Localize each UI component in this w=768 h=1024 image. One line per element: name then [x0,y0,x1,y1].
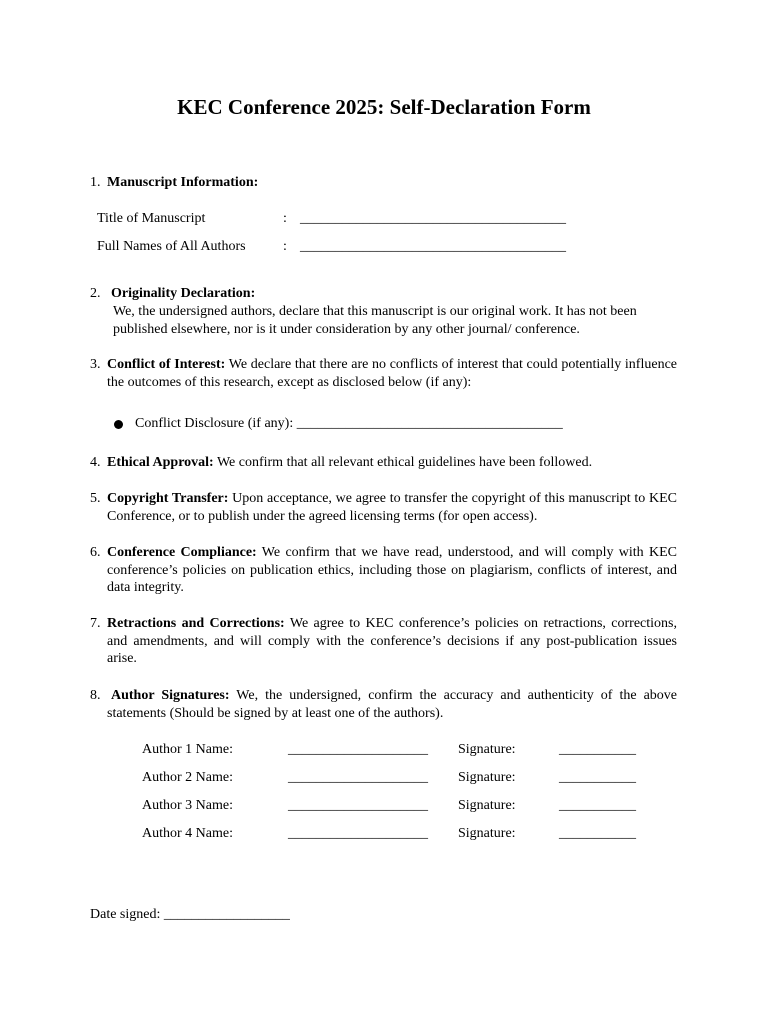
date-signed-label: Date signed: [90,907,164,922]
author-4-signature-label: Signature: [458,826,516,841]
section-2-number: 2. [90,286,101,301]
author-4-name-field[interactable]: ____________________ [288,826,428,841]
section-7-heading: Retractions and Corrections: [107,616,285,631]
conflict-disclosure-field[interactable]: ______________________________________ [296,416,563,431]
author-3-signature-label: Signature: [458,798,516,813]
author-4-signature-field[interactable]: ___________ [559,826,636,841]
section-4-number: 4. [90,455,101,470]
section-8-number: 8. [90,688,101,703]
section-3-text: We declare that there are no conflicts of interest that could potentially influence the outcomes of this research, except as disclosed below (if any): [107,357,678,390]
author-2-name-label: Author 2 Name: [142,770,233,785]
manuscript-title-label: Title of Manuscript [97,211,206,226]
date-signed-field[interactable]: __________________ [163,907,290,922]
section-5-heading: Copyright Transfer: [107,491,229,506]
bullet-icon [114,420,123,429]
section-2-text: We, the undersigned authors, declare that this manuscript is our original work. It has not been published elsewhere, nor is it under consideration by any other journal/ conference. [113,304,637,337]
section-1-heading: Manuscript Information: [107,175,259,190]
section-5-paragraph [107,490,677,525]
author-2-signature-label: Signature: [458,770,516,785]
section-4-paragraph [107,454,677,472]
section-5-text: Upon acceptance, we agree to transfer the copyright of this manuscript to KEC Conference, or to publish under the agreed licensing terms (for open access). [107,491,677,524]
section-3-number: 3. [90,357,101,372]
authors-names-separator: : [283,239,287,254]
section-2-heading: Originality Declaration: [111,286,256,301]
author-4-name-label: Author 4 Name: [142,826,233,841]
section-6-paragraph [107,544,677,597]
authors-names-field[interactable]: ______________________________________ [300,239,566,254]
manuscript-title-field[interactable]: ______________________________________ [300,211,566,226]
section-4-text: We confirm that all relevant ethical guidelines have been followed. [213,455,593,470]
author-2-signature-field[interactable]: ___________ [559,770,636,785]
section-3-heading: Conflict of Interest: [107,357,226,372]
section-8-heading: Author Signatures: [111,688,230,703]
authors-names-label: Full Names of All Authors [97,239,246,254]
section-8-text: We, the undersigned, confirm the accuracy and authenticity of the above statements (Should be signed by at least one of the authors). [107,688,677,721]
author-1-signature-field[interactable]: ___________ [559,742,636,757]
section-8-paragraph [107,687,677,722]
section-5-number: 5. [90,491,101,506]
page-title: KEC Conference 2025: Self-Declaration Form [177,95,591,119]
section-7-number: 7. [90,616,101,631]
section-6-number: 6. [90,545,101,560]
section-7-paragraph [107,615,677,668]
author-1-signature-label: Signature: [458,742,516,757]
section-7-text: We agree to KEC conference’s policies on retractions, corrections, and amendments, and will comply with the conference’s decisions if any post-publication issues arise. [107,616,677,666]
section-4-heading: Ethical Approval: [107,455,214,470]
author-1-name-field[interactable]: ____________________ [288,742,428,757]
author-1-name-label: Author 1 Name: [142,742,233,757]
author-3-signature-field[interactable]: ___________ [559,798,636,813]
author-3-name-field[interactable]: ____________________ [288,798,428,813]
date-signed-row [90,906,290,923]
section-3-paragraph [107,356,677,391]
section-1-number: 1. [90,175,101,190]
conflict-disclosure-label: Conflict Disclosure (if any): [135,416,297,431]
author-3-name-label: Author 3 Name: [142,798,233,813]
section-6-heading: Conference Compliance: [107,545,257,560]
manuscript-title-separator: : [283,211,287,226]
section-6-text: We confirm that we have read, understood, and will comply with KEC conference’s policies on publication ethics, including those on plagiarism, conflicts of interest, and data integrity. [107,545,678,595]
conflict-disclosure-row [135,415,563,432]
author-2-name-field[interactable]: ____________________ [288,770,428,785]
